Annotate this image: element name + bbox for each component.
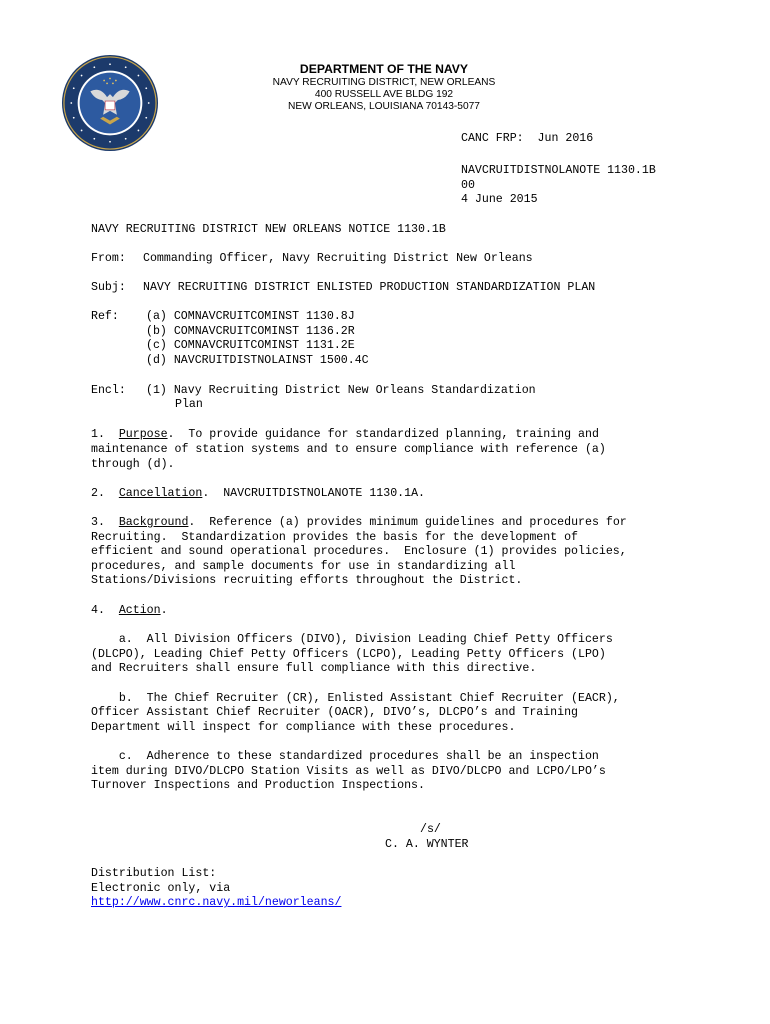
paragraph-text: procedures, and sample documents for use in standardizing all	[91, 560, 516, 573]
notice-date: 4 June 2015	[461, 193, 538, 206]
paragraph-heading: Purpose	[118, 428, 168, 441]
subj-value: NAVY RECRUITING DISTRICT ENLISTED PRODUCTION STANDARDIZATION PLAN	[143, 281, 596, 294]
paragraph-heading: Cancellation	[118, 487, 203, 500]
ref-item: (c) COMNAVCRUITCOMINST 1131.2E	[146, 339, 355, 352]
paragraph-text: . To provide guidance for standardized planning, training and	[167, 428, 599, 441]
encl-line: (1) Navy Recruiting District New Orleans Standardization	[146, 384, 536, 397]
from-label: From:	[91, 252, 126, 265]
encl-line: Plan	[175, 398, 203, 411]
subj-label: Subj:	[91, 281, 126, 294]
originator-code: 00	[461, 179, 475, 192]
paragraph-number: 3.	[91, 516, 105, 529]
notice-id: NAVCRUITDISTNOLANOTE 1130.1B	[461, 164, 656, 177]
ref-label: Ref:	[91, 310, 119, 323]
signature-name: C. A. WYNTER	[385, 838, 469, 851]
paragraph-text: Recruiting. Standardization provides the basis for the development of	[91, 531, 579, 544]
paragraph-text: and Recruiters shall ensure full compliance with this directive.	[91, 662, 537, 675]
paragraph-purpose	[91, 428, 599, 443]
paragraph-text: Officer Assistant Chief Recruiter (OACR), DIVO’s, DLCPO’s and Training	[91, 706, 579, 719]
from-value: Commanding Officer, Navy Recruiting District New Orleans	[143, 252, 533, 265]
paragraph-text: .	[160, 604, 168, 617]
paragraph-text: maintenance of station systems and to ensure compliance with reference (a)	[91, 443, 606, 456]
paragraph-text: through (d).	[91, 458, 175, 471]
paragraph-number: 1.	[91, 428, 105, 441]
encl-label: Encl:	[91, 384, 126, 397]
paragraph-action	[91, 604, 168, 619]
paragraph-text: item during DIVO/DLCPO Station Visits as well as DIVO/DLCPO and LCPO/LPO’s	[91, 765, 606, 778]
paragraph-text: . NAVCRUITDISTNOLANOTE 1130.1A.	[202, 487, 425, 500]
paragraph-heading: Action	[118, 604, 161, 617]
paragraph-text: . Reference (a) provides minimum guidelines and procedures for	[188, 516, 627, 529]
paragraph-heading: Background	[118, 516, 189, 529]
paragraph-number: 2.	[91, 487, 105, 500]
letterhead-title: DEPARTMENT OF THE NAVY	[299, 62, 469, 76]
paragraph-text: Department will inspect for compliance with these procedures.	[91, 721, 516, 734]
ref-item: (b) COMNAVCRUITCOMINST 1136.2R	[146, 325, 355, 338]
canc-frp: CANC FRP: Jun 2016	[461, 132, 594, 145]
subparagraph-a: a. All Division Officers (DIVO), Division Leading Chief Petty Officers	[91, 633, 613, 646]
distribution-link[interactable]: http://www.cnrc.navy.mil/neworleans/	[91, 896, 342, 909]
ref-item: (a) COMNAVCRUITCOMINST 1130.8J	[146, 310, 355, 323]
letterhead-line: NAVY RECRUITING DISTRICT, NEW ORLEANS	[272, 77, 496, 88]
paragraph-text: Turnover Inspections and Production Inspections.	[91, 779, 425, 792]
letterhead-line: 400 RUSSELL AVE BLDG 192	[314, 89, 454, 100]
distribution-label: Distribution List:	[91, 867, 217, 880]
subparagraph-c: c. Adherence to these standardized procedures shall be an inspection	[91, 750, 599, 763]
paragraph-text: efficient and sound operational procedures. Enclosure (1) provides policies,	[91, 545, 627, 558]
letterhead-line: NEW ORLEANS, LOUISIANA 70143-5077	[288, 101, 480, 112]
paragraph-text: (DLCPO), Leading Chief Petty Officers (LCPO), Leading Petty Officers (LPO)	[91, 648, 606, 661]
ref-item: (d) NAVCRUITDISTNOLAINST 1500.4C	[146, 354, 369, 367]
subparagraph-b: b. The Chief Recruiter (CR), Enlisted Assistant Chief Recruiter (EACR),	[91, 692, 620, 705]
paragraph-background	[91, 516, 627, 531]
paragraph-text: Stations/Divisions recruiting efforts throughout the District.	[91, 574, 523, 587]
paragraph-number: 4.	[91, 604, 105, 617]
signature-mark: /s/	[420, 823, 441, 836]
paragraph-cancellation	[91, 487, 425, 502]
department-of-defense-seal	[61, 54, 159, 152]
distribution-note: Electronic only, via	[91, 882, 231, 895]
notice-title: NAVY RECRUITING DISTRICT NEW ORLEANS NOTICE 1130.1B	[91, 223, 446, 236]
